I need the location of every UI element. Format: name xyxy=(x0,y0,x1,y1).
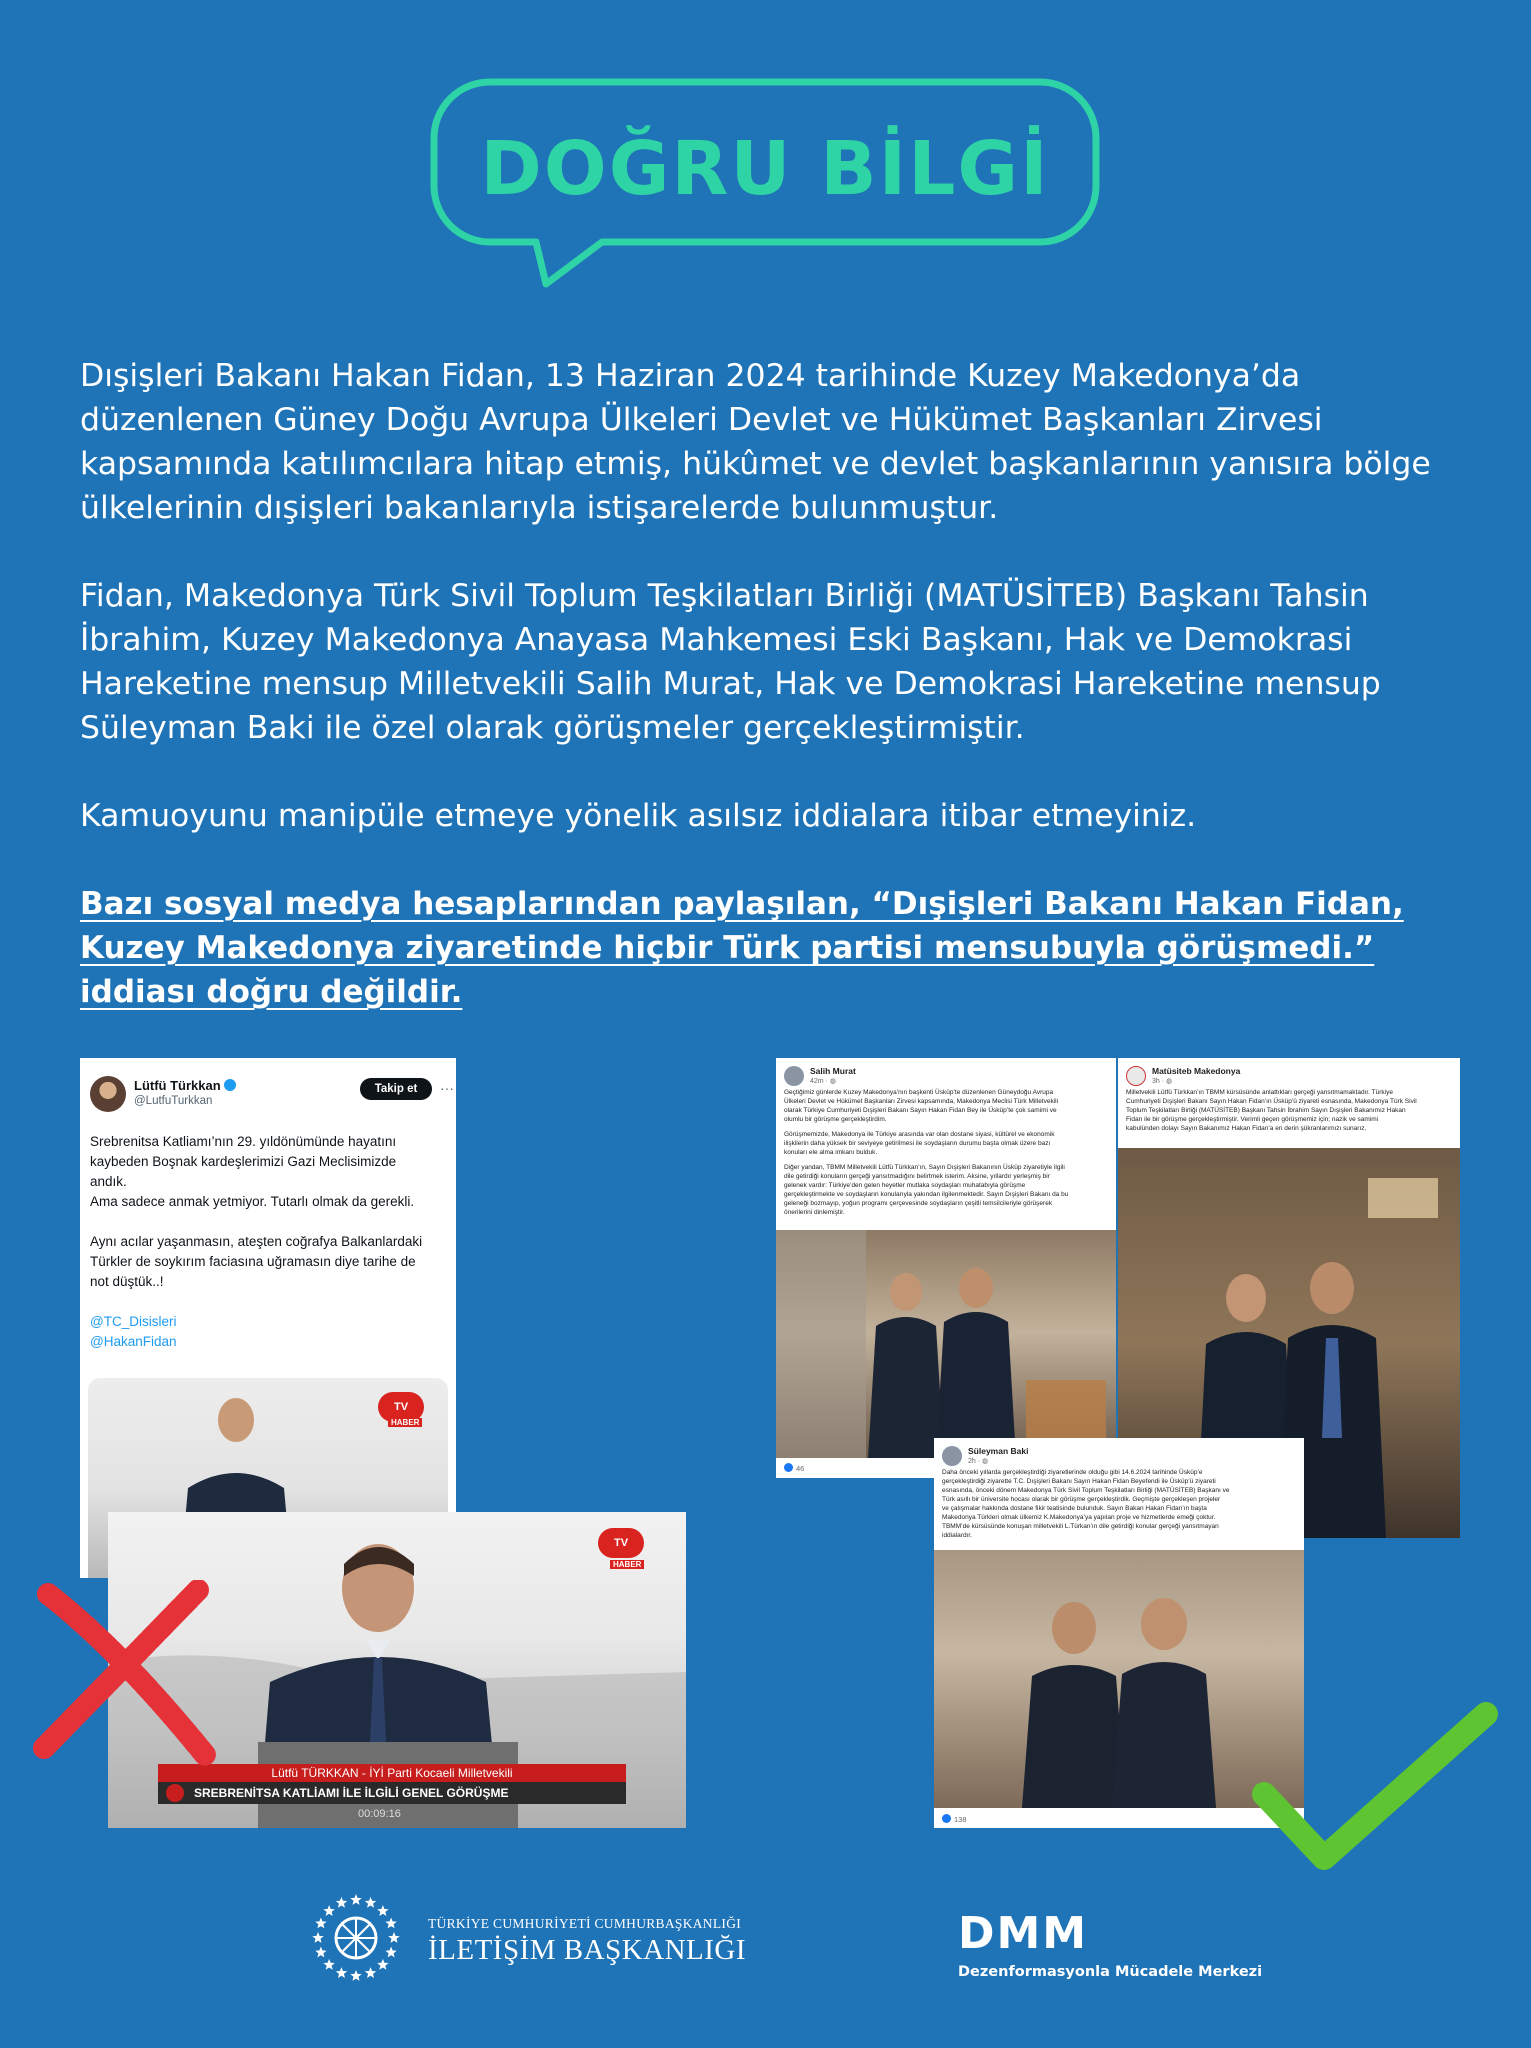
green-check-icon xyxy=(1250,1700,1500,1880)
fb-post-text: Geçtiğimiz günlerde Kuzey Makedonya’nın başkenti Üsküp’te düzenlenen Güneydoğu Avrupa Ülkeleri Devlet ve Hükümet Başkanları Zirvesi kapsamında, Makedonya Meclisi Türk Milletvekili olarak Türkiye Cumhuriyeti Dışişleri Bakanı Sayın Hakan Fidan Bey ile Üsküp’te çok samimi ve olumlu bir görüşme gerçekleştirdim. Görüşmemizde, Makedonya ile Türkiye arasında var olan dostane siyasi, kültürel ve ekonomik ilişkilerin daha yüksek bir seviyeye getirilmesi ile soydaşların durumu başta olmak üzere bazı konuları ele alma imkanı bulduk. Diğer yandan, TBMM Milletvekili Lütfü Türkkan’ın, Sayın Dışişleri Bakanının Üsküp ziyaretiyle ilgili dile getirdiği konuların gerçeği yansıtmadığını belirtmek isterim. Aksine, yıllardır yerleşmiş bir gelenek vardır: Türkiye’den gelen heyetler mutlaka soydaşları muhatabıyla görüşme gerçekleştirmekte ve soydaşların konularıyla yakından ilgilenmektedir. Sayın Dışişleri Bakanı da bu geleneği bozmayıp, yoğun programı çerçevesinde soydaşların çeşitli temsilcileriyle görüşerek önerilerini dinlemiştir. xyxy=(784,1089,1069,1216)
two-men-photo xyxy=(934,1550,1304,1808)
emblem-star xyxy=(336,1967,347,1978)
tweet-header xyxy=(90,1076,454,1116)
article-body xyxy=(80,354,1460,1058)
emblem-star xyxy=(365,1967,376,1978)
tweet-line: Aynı acılar yaşanmasın, ateşten coğrafya Balkanlardaki xyxy=(90,1234,423,1249)
fb-post-text: Milletvekili Lütfü Türkkan’ın TBMM kürsüsünde anlattıkları gerçeği yansıtmamaktadır. Türkiye Cumhuriyeti Dışişleri Bakanı Sayın Hakan Fidan’ın Üsküp’ü ziyareti esnasında, Makedonya Türk Sivil Toplum Teşkilatları Birliği (MATÜSİTEB) Başkanı Tahsin İbrahim Sayın Dışişleri Bakanımız Hakan Fidan ile bir görüşme gerçekleştirmiştir. Verimli geçen görüşmemiz için; nazik ve samimi kabulünden dolayı Sayın Bakanımız Hakan Fidan’a en derin şükranlarımızı sunarız. xyxy=(1126,1089,1417,1132)
tweet-line: not düştük..! xyxy=(90,1274,164,1289)
page-title: DOĞRU BİLGİ xyxy=(480,126,1050,212)
more-options-icon[interactable]: ··· xyxy=(440,1080,454,1096)
tweet-line: Srebrenitsa Katliamı’nın 29. yıldönümünde hayatını xyxy=(90,1134,397,1149)
fb-post-photo[interactable] xyxy=(934,1550,1304,1808)
caption-topic: SREBRENİTSA KATLİAMI İLE İLGİLİ GENEL GÖRÜŞME xyxy=(158,1782,626,1804)
emblem-star xyxy=(350,1894,361,1905)
emblem-star xyxy=(350,1970,361,1981)
footer-dmm-logo xyxy=(958,1908,1263,1982)
tweet-line: andık. xyxy=(90,1174,127,1189)
footer-iletisim-logo xyxy=(304,1886,774,1996)
emblem-star xyxy=(365,1897,376,1908)
claim-statement: Bazı sosyal medya hesaplarından paylaşılan, “Dışişleri Bakanı Hakan Fidan, Kuzey Makedonya ziyaretinde hiçbir Türk partisi mensubuyla görüşmedi.” iddiası doğru değildir. xyxy=(80,886,1404,1010)
emblem-star xyxy=(312,1932,323,1943)
tweet-author[interactable]: Lütfü Türkkan xyxy=(134,1078,236,1093)
timecode: 00:09:16 xyxy=(358,1808,401,1820)
dmm-subtitle: Dezenformasyonla Mücadele Merkezi xyxy=(958,1964,1263,1980)
fb-post-text: Daha önceki yıllarda gerçekleştirdiği ziyaretlerinde olduğu gibi 14.6.2024 tarihinde Üsküp’e gerçekleştirdiği ziyarette T.C. Dışişleri Bakanı Sayın Hakan Fidan Beyefendi ile Üsküp’ü ziyareti esnasında, önceki dönem Makedonya Türk Sivil Toplum Teşkilatları Birliği (MATÜSİTEB) Başkanı ve Türk asıllı bir üniversite hocası olarak bir görüşme gerçekleştirdik. Geçmişte gerçekleşen projeler ve çalışmalar hakkında dostane fikir teatisinde bulunduk. Sayın Bakan Hakan Fidan’ın başta Makedonya Türkleri olmak ülkemiz K.Makedonya’ya yapılan proje ve hizmetlerde emeği çoktur. TBMM’de kürsüsünde konuşan milletvekili L.Türkan’ın dile getirdiği konular gerçeği yansıtmayan iddialardır. xyxy=(942,1469,1230,1539)
paragraph-warning: Kamuoyunu manipüle etmeye yönelik asılsız iddialara itibar etmeyiniz. xyxy=(80,798,1197,834)
emblem-star xyxy=(385,1918,396,1929)
emblem-star xyxy=(388,1932,399,1943)
avatar[interactable] xyxy=(1126,1066,1146,1086)
fb-author[interactable]: Salih Murat xyxy=(810,1066,856,1076)
tbmm-seal-icon xyxy=(166,1784,184,1802)
emblem-star xyxy=(323,1959,334,1970)
emblem-star xyxy=(315,1947,326,1958)
emblem-star xyxy=(336,1897,347,1908)
fb-post-salih-murat xyxy=(776,1058,1116,1478)
tv-channel-sub: HABER xyxy=(388,1418,422,1427)
tv-channel-sub: HABER xyxy=(610,1560,644,1569)
fb-timestamp: 42m · ◍ xyxy=(810,1078,836,1085)
tv-channel-logo: TV xyxy=(378,1392,424,1422)
avatar[interactable] xyxy=(942,1446,962,1466)
emblem-star xyxy=(385,1947,396,1958)
fb-post-suleyman-baki xyxy=(934,1438,1304,1828)
avatar[interactable] xyxy=(784,1066,804,1086)
tweet-line: kaybeden Boşnak kardeşlerimizi Gazi Meclisimizde xyxy=(90,1154,397,1169)
fb-author[interactable]: Süleyman Baki xyxy=(968,1446,1029,1456)
fb-reactions[interactable]: 138 xyxy=(942,1814,967,1824)
tweet-card xyxy=(80,1058,456,1578)
tweet-line: Türkler de soykırım faciasına uğramasın diye tarihe de xyxy=(90,1254,416,1269)
like-icon xyxy=(784,1463,793,1472)
header-speech-bubble xyxy=(430,78,1100,318)
tweet-handle[interactable]: @LutfuTurkkan xyxy=(134,1095,213,1107)
tweet-line: Ama sadece anmak yetmiyor. Tutarlı olmak da gerekli. xyxy=(90,1194,415,1209)
two-men-photo xyxy=(776,1230,1116,1458)
fb-timestamp: 3h · ◍ xyxy=(1152,1078,1173,1085)
caption-speaker: Lütfü TÜRKKAN - İYİ Parti Kocaeli Milletvekili xyxy=(158,1764,626,1782)
fb-post-photo[interactable] xyxy=(776,1230,1116,1458)
paragraph-meetings: Fidan, Makedonya Türk Sivil Toplum Teşkilatları Birliği (MATÜSİTEB) Başkanı Tahsin İbrahim, Kuzey Makedonya Anayasa Mahkemesi Eski Başkanı, Hak ve Demokrasi Hareketine mensup Milletvekili Salih Murat, Hak ve Demokrasi Hareketine mensup Süleyman Baki ile özel olarak görüşmeler gerçekleştirmiştir. xyxy=(80,578,1381,746)
like-icon xyxy=(942,1814,951,1823)
emblem-star xyxy=(377,1905,388,1916)
footer-org-big: İLETİŞİM BAŞKANLIĞI xyxy=(428,1934,746,1966)
emblem-star xyxy=(323,1905,334,1916)
avatar[interactable] xyxy=(90,1076,126,1112)
mention-link[interactable]: @TC_Disisleri xyxy=(90,1314,177,1329)
red-cross-icon xyxy=(30,1580,230,1770)
emblem-star xyxy=(315,1918,326,1929)
footer-org-small: TÜRKİYE CUMHURİYETİ CUMHURBAŞKANLIĞI xyxy=(428,1916,742,1931)
mention-link[interactable]: @HakanFidan xyxy=(90,1334,177,1349)
emblem-star xyxy=(377,1959,388,1970)
presidency-star-emblem-icon xyxy=(304,1886,408,1990)
verified-badge-icon xyxy=(224,1079,236,1091)
fb-reactions[interactable]: 46 xyxy=(784,1463,804,1473)
tv-channel-logo: TV xyxy=(598,1528,644,1558)
paragraph-summit: Dışişleri Bakanı Hakan Fidan, 13 Haziran 2024 tarihinde Kuzey Makedonya’da düzenlenen Güney Doğu Avrupa Ülkeleri Devlet ve Hükümet Başkanları Zirvesi kapsamında katılımcılara hitap etmiş, hükûmet ve devlet başkanlarının yanısıra bölge ülkelerinin dışişleri bakanlarıyla istişarelerde bulunmuştur. xyxy=(80,358,1431,526)
fb-author[interactable]: Matüsiteb Makedonya xyxy=(1152,1066,1241,1076)
fb-timestamp: 2h · ◍ xyxy=(968,1458,989,1465)
tweet-text xyxy=(90,1132,446,1352)
follow-button[interactable]: Takip et xyxy=(360,1078,432,1100)
dmm-logo-mark: DMM xyxy=(958,1908,1089,1959)
